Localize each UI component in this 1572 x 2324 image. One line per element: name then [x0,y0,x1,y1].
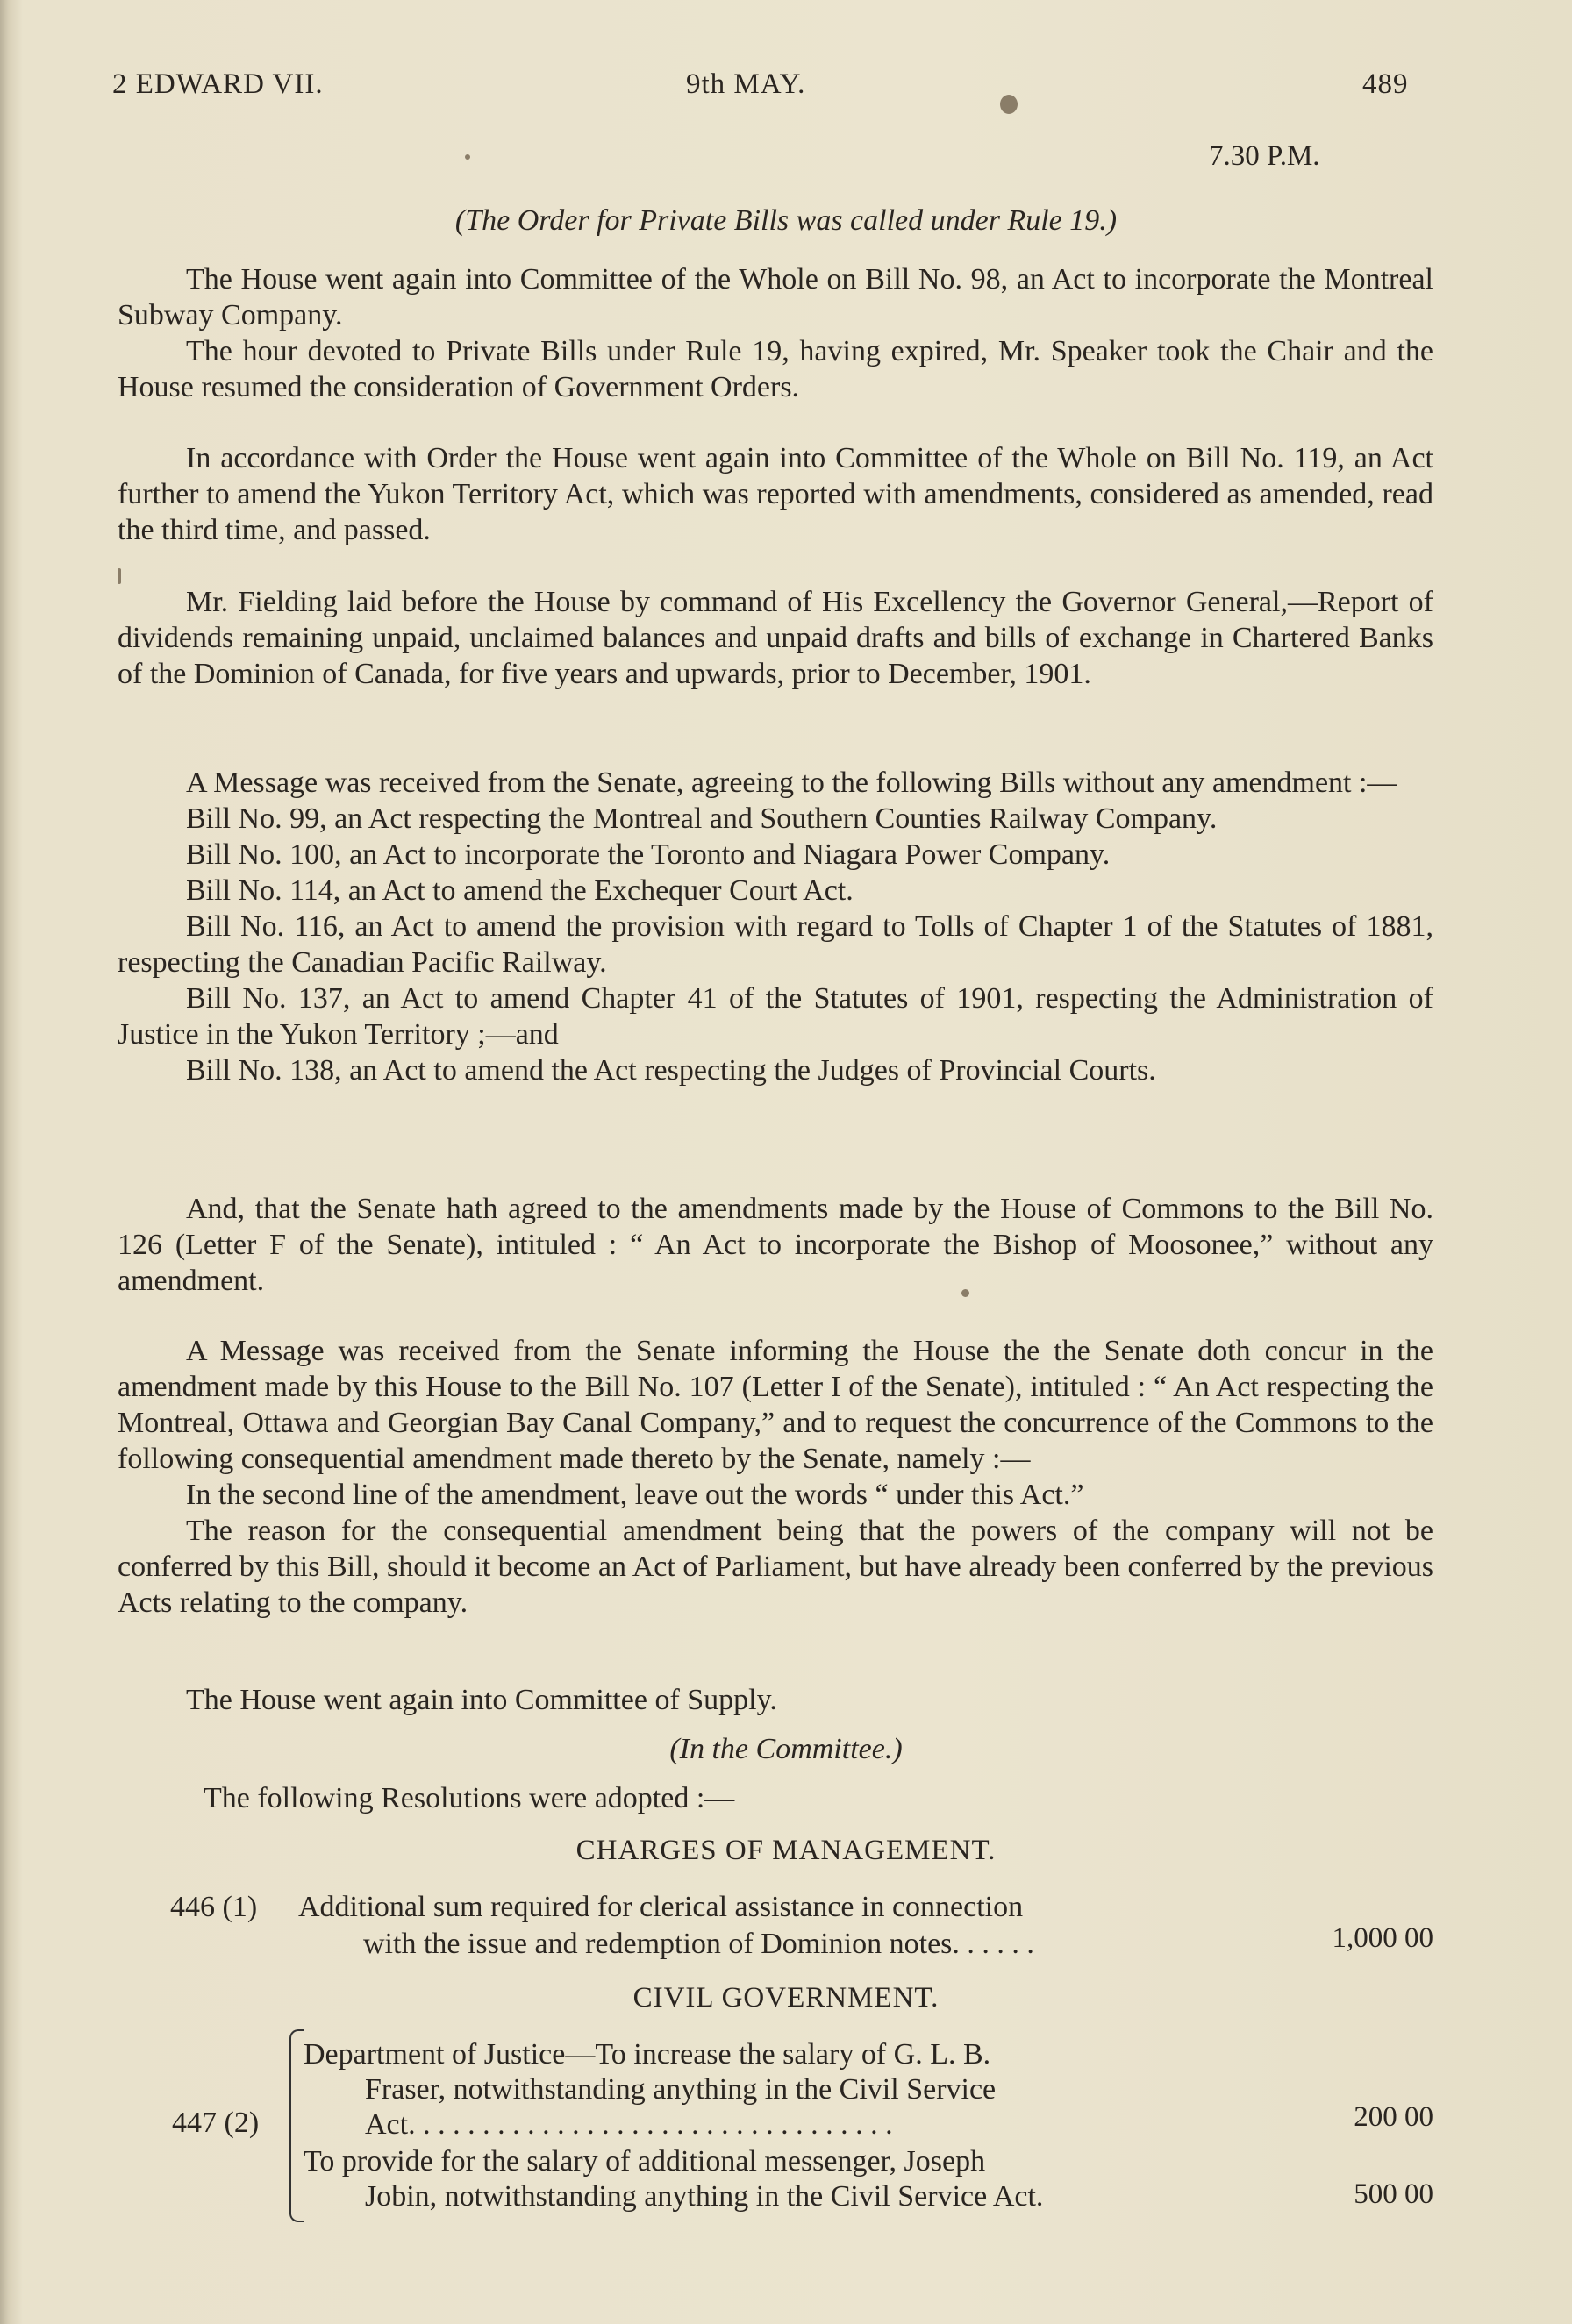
paragraph: And, that the Senate hath agreed to the amendments made by the House of Commons to the Bill No. 126 (Letter F of the Senate), intituled : “ An Act to incorporate the Bishop of Moosonee,” without any amendment. [118,1193,1433,1297]
paragraph: A Message was received from the Senate, agreeing to the following Bills without any amendment :— [186,766,1397,799]
bill-item: Bill No. 99, an Act respecting the Montreal and Southern Counties Railway Company. [186,802,1218,835]
resolution-line: Jobin, notwithstanding anything in the Civil Service Act. [365,2180,1044,2213]
page-number: 489 [1362,68,1409,100]
grouping-brace [289,2029,304,2222]
resolutions-intro: The following Resolutions were adopted :— [204,1782,735,1814]
resolution-line: Department of Justice—To increase the salary of G. L. B. [304,2038,991,2071]
bill-item: Bill No. 137, an Act to amend Chapter 41 of the Statutes of 1901, respecting the Administration of Justice in the Yukon Territory ;—and [118,982,1433,1051]
ink-speck [1000,95,1018,114]
proceedings-block-2 [118,440,1433,548]
resolution-line: Act. . . . . . . . . . . . . . . . . . . . . . . . . . . . . . . . . [365,2108,893,2141]
paragraph: The House went again into Committee of Supply. [186,1684,777,1716]
paragraph: In accordance with Order the House went again into Committee of the Whole on Bill No. 119, an Act further to amend the Yukon Territory Act, which was reported with amendments, considered as amended, read the third time, and passed. [118,442,1433,546]
ink-speck [961,1289,969,1297]
resolution-amount: 1,000 00 [1332,1922,1433,1954]
paragraph: The House went again into Committee of the Whole on Bill No. 98, an Act to incorporate the Montreal Subway Company. [118,263,1433,331]
resolution-amount: 500 00 [1354,2178,1433,2210]
bill-item: Bill No. 138, an Act to amend the Act respecting the Judges of Provincial Courts. [186,1054,1156,1087]
resolution-line: Fraser, notwithstanding anything in the Civil Service [365,2073,997,2106]
resolution-line: To provide for the salary of additional messenger, Joseph [304,2145,986,2178]
resolution-number: 447 (2) [172,2107,260,2139]
proceedings-block-1 [118,261,1433,405]
paragraph: Mr. Fielding laid before the House by command of His Excellency the Governor General,—Report of dividends remaining unpaid, unclaimed balances and unpaid drafts and bills of exchange in Chartered Banks of the Dominion of Canada, for five years and upwards, prior to December, 1901. [118,586,1433,690]
senate-agreement [118,1191,1433,1299]
sitting-time: 7.30 P.M. [1209,140,1320,172]
bill-item: Bill No. 114, an Act to amend the Exchequer Court Act. [186,874,854,907]
paragraph: A Message was received from the Senate informing the House the the Senate doth concur in the amendment made by this House to the Bill No. 107 (Letter I of the Senate), intituled : “ An Act respecting the Montreal, Ottawa and Georgian Bay Canal Company,” and to request the concurrence of the Commons to the following consequential amendment made thereto by the Senate, namely :— [118,1335,1433,1475]
committee-of-supply [118,1682,1433,1718]
senate-message-1 [118,765,1433,1088]
ink-speck [118,568,121,584]
resolution-number: 446 (1) [170,1891,258,1923]
resolution-amount: 200 00 [1354,2101,1433,2133]
paragraph: The reason for the consequential amendment being that the powers of the company will not be conferred by this Bill, should it become an Act of Parliament, but have already been conferred by the previous Acts relating to the company. [118,1515,1433,1619]
paragraph: The hour devoted to Private Bills under Rule 19, having expired, Mr. Speaker took the Chair and the House resumed the consideration of Government Orders. [118,335,1433,403]
ink-speck [465,154,470,160]
senate-message-2 [118,1333,1433,1621]
header-regnal-year: 2 EDWARD VII. [112,68,324,100]
order-note: (The Order for Private Bills was called under Rule 19.) [454,204,1118,237]
section-heading-charges: CHARGES OF MANAGEMENT. [575,1835,997,1866]
section-heading-civil: CIVIL GOVERNMENT. [632,1982,940,2014]
committee-note: (In the Committee.) [669,1733,903,1765]
paragraph: In the second line of the amendment, leave out the words “ under this Act.” [186,1479,1084,1511]
resolution-line: with the issue and redemption of Dominion notes. . . . . . [363,1928,1034,1960]
bill-item: Bill No. 100, an Act to incorporate the Toronto and Niagara Power Company. [186,838,1111,871]
header-date: 9th MAY. [686,68,806,100]
resolution-line: Additional sum required for clerical assistance in connection [298,1891,1024,1923]
proceedings-block-3 [118,584,1433,692]
bill-item: Bill No. 116, an Act to amend the provision with regard to Tolls of Chapter 1 of the Statutes of 1881, respecting the Canadian Pacific Railway. [118,910,1433,979]
